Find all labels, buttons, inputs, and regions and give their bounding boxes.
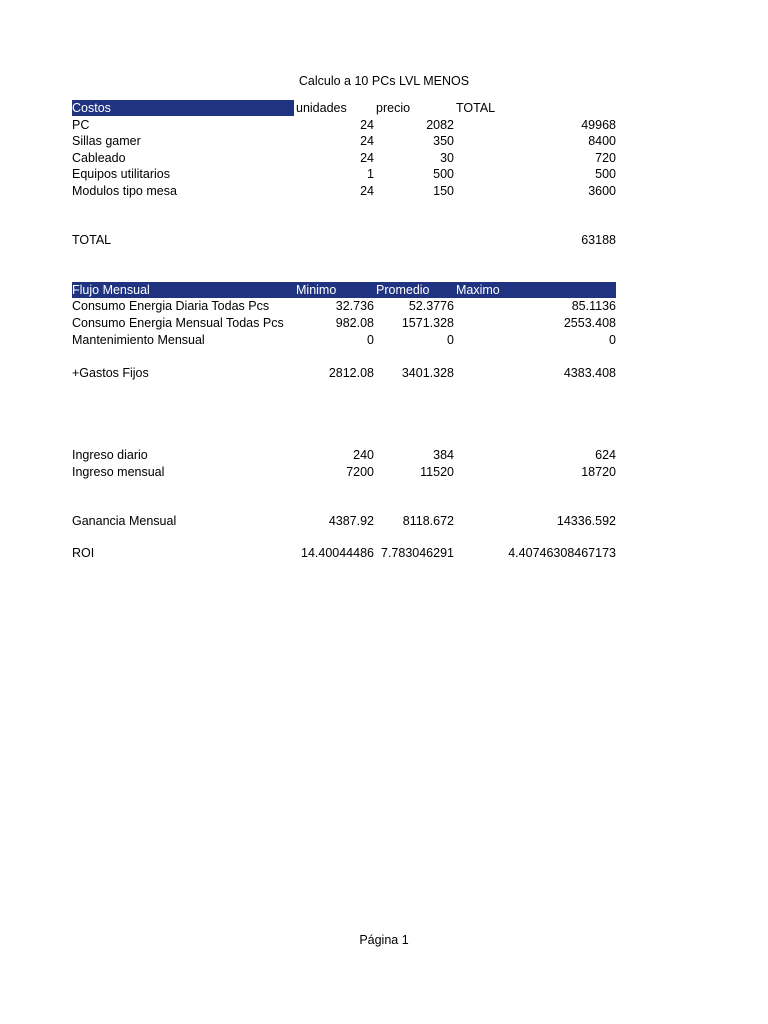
row-label: Cableado <box>72 151 126 165</box>
row-unidades: 24 <box>360 184 374 198</box>
flujo-header-label: Flujo Mensual <box>72 283 150 297</box>
col-promedio-header: Promedio <box>376 283 430 297</box>
row-unidades: 24 <box>360 151 374 165</box>
row-maximo: 2553.408 <box>563 316 616 330</box>
row-label: Equipos utilitarios <box>72 167 170 181</box>
row-promedio: 384 <box>433 448 454 462</box>
costos-row <box>72 183 616 199</box>
row-minimo: 0 <box>367 333 374 347</box>
gastos-fijos-row <box>72 365 616 381</box>
col-total-header: TOTAL <box>456 101 496 115</box>
costos-row <box>72 117 616 133</box>
col-minimo-header: Minimo <box>296 283 337 297</box>
row-label: Mantenimiento Mensual <box>72 333 205 347</box>
flujo-row <box>72 298 616 314</box>
flujo-row <box>72 315 616 331</box>
row-unidades: 24 <box>360 118 374 132</box>
col-precio-header: precio <box>376 101 411 115</box>
row-label: Ingreso mensual <box>72 465 165 479</box>
row-minimo: 240 <box>353 448 374 462</box>
row-maximo: 85.1136 <box>571 299 616 313</box>
row-maximo: 4.40746308467173 <box>508 546 616 560</box>
row-precio: 150 <box>433 184 454 198</box>
row-precio: 350 <box>433 134 454 148</box>
row-maximo: 4383.408 <box>563 366 616 380</box>
row-unidades: 1 <box>367 167 374 181</box>
row-maximo: 18720 <box>581 465 616 479</box>
row-precio: 500 <box>433 167 454 181</box>
row-label: Sillas gamer <box>72 134 141 148</box>
row-maximo: 624 <box>595 448 616 462</box>
row-total: 49968 <box>581 118 616 132</box>
row-total: 720 <box>595 151 616 165</box>
row-promedio: 0 <box>447 333 454 347</box>
row-maximo: 0 <box>609 333 616 347</box>
row-total: 500 <box>595 167 616 181</box>
col-maximo-header: Maximo <box>456 283 500 297</box>
row-promedio: 7.783046291 <box>381 546 454 560</box>
row-precio: 2082 <box>426 118 454 132</box>
row-promedio: 52.3776 <box>408 299 454 313</box>
row-promedio: 3401.328 <box>401 366 454 380</box>
costos-row <box>72 133 616 149</box>
costos-header-row <box>72 100 616 116</box>
row-minimo: 2812.08 <box>328 366 374 380</box>
row-precio: 30 <box>440 151 454 165</box>
roi-row <box>72 545 616 561</box>
row-label: Consumo Energia Diaria Todas Pcs <box>72 299 270 313</box>
row-minimo: 32.736 <box>335 299 374 313</box>
costos-header-label: Costos <box>72 101 111 115</box>
ingreso-row <box>72 447 616 463</box>
row-minimo: 982.08 <box>335 316 374 330</box>
costos-row <box>72 150 616 166</box>
row-promedio: 8118.672 <box>402 514 454 528</box>
row-label: Modulos tipo mesa <box>72 184 177 198</box>
col-unidades-header: unidades <box>296 101 347 115</box>
row-label: Ingreso diario <box>72 448 148 462</box>
total-label: TOTAL <box>72 233 112 247</box>
costos-total-row <box>72 232 616 248</box>
total-value: 63188 <box>581 233 616 247</box>
row-label: PC <box>72 118 90 132</box>
row-unidades: 24 <box>360 134 374 148</box>
row-label: +Gastos Fijos <box>72 366 149 380</box>
row-total: 3600 <box>588 184 616 198</box>
row-promedio: 11520 <box>420 465 454 479</box>
costos-row <box>72 166 616 182</box>
row-label: ROI <box>72 546 95 560</box>
row-minimo: 4387.92 <box>328 514 374 528</box>
flujo-row <box>72 332 616 348</box>
flujo-header-row <box>72 282 616 298</box>
sheet-title: Calculo a 10 PCs LVL MENOS <box>298 74 470 88</box>
row-total: 8400 <box>588 134 616 148</box>
row-promedio: 1571.328 <box>401 316 454 330</box>
row-minimo: 7200 <box>346 465 374 479</box>
row-label: Ganancia Mensual <box>72 514 177 528</box>
page-footer: Página 1 <box>359 933 409 947</box>
ganancia-row <box>72 513 616 529</box>
ingreso-row <box>72 464 616 480</box>
row-maximo: 14336.592 <box>556 514 616 528</box>
row-label: Consumo Energia Mensual Todas Pcs <box>72 316 284 330</box>
row-minimo: 14.40044486 <box>301 546 374 560</box>
